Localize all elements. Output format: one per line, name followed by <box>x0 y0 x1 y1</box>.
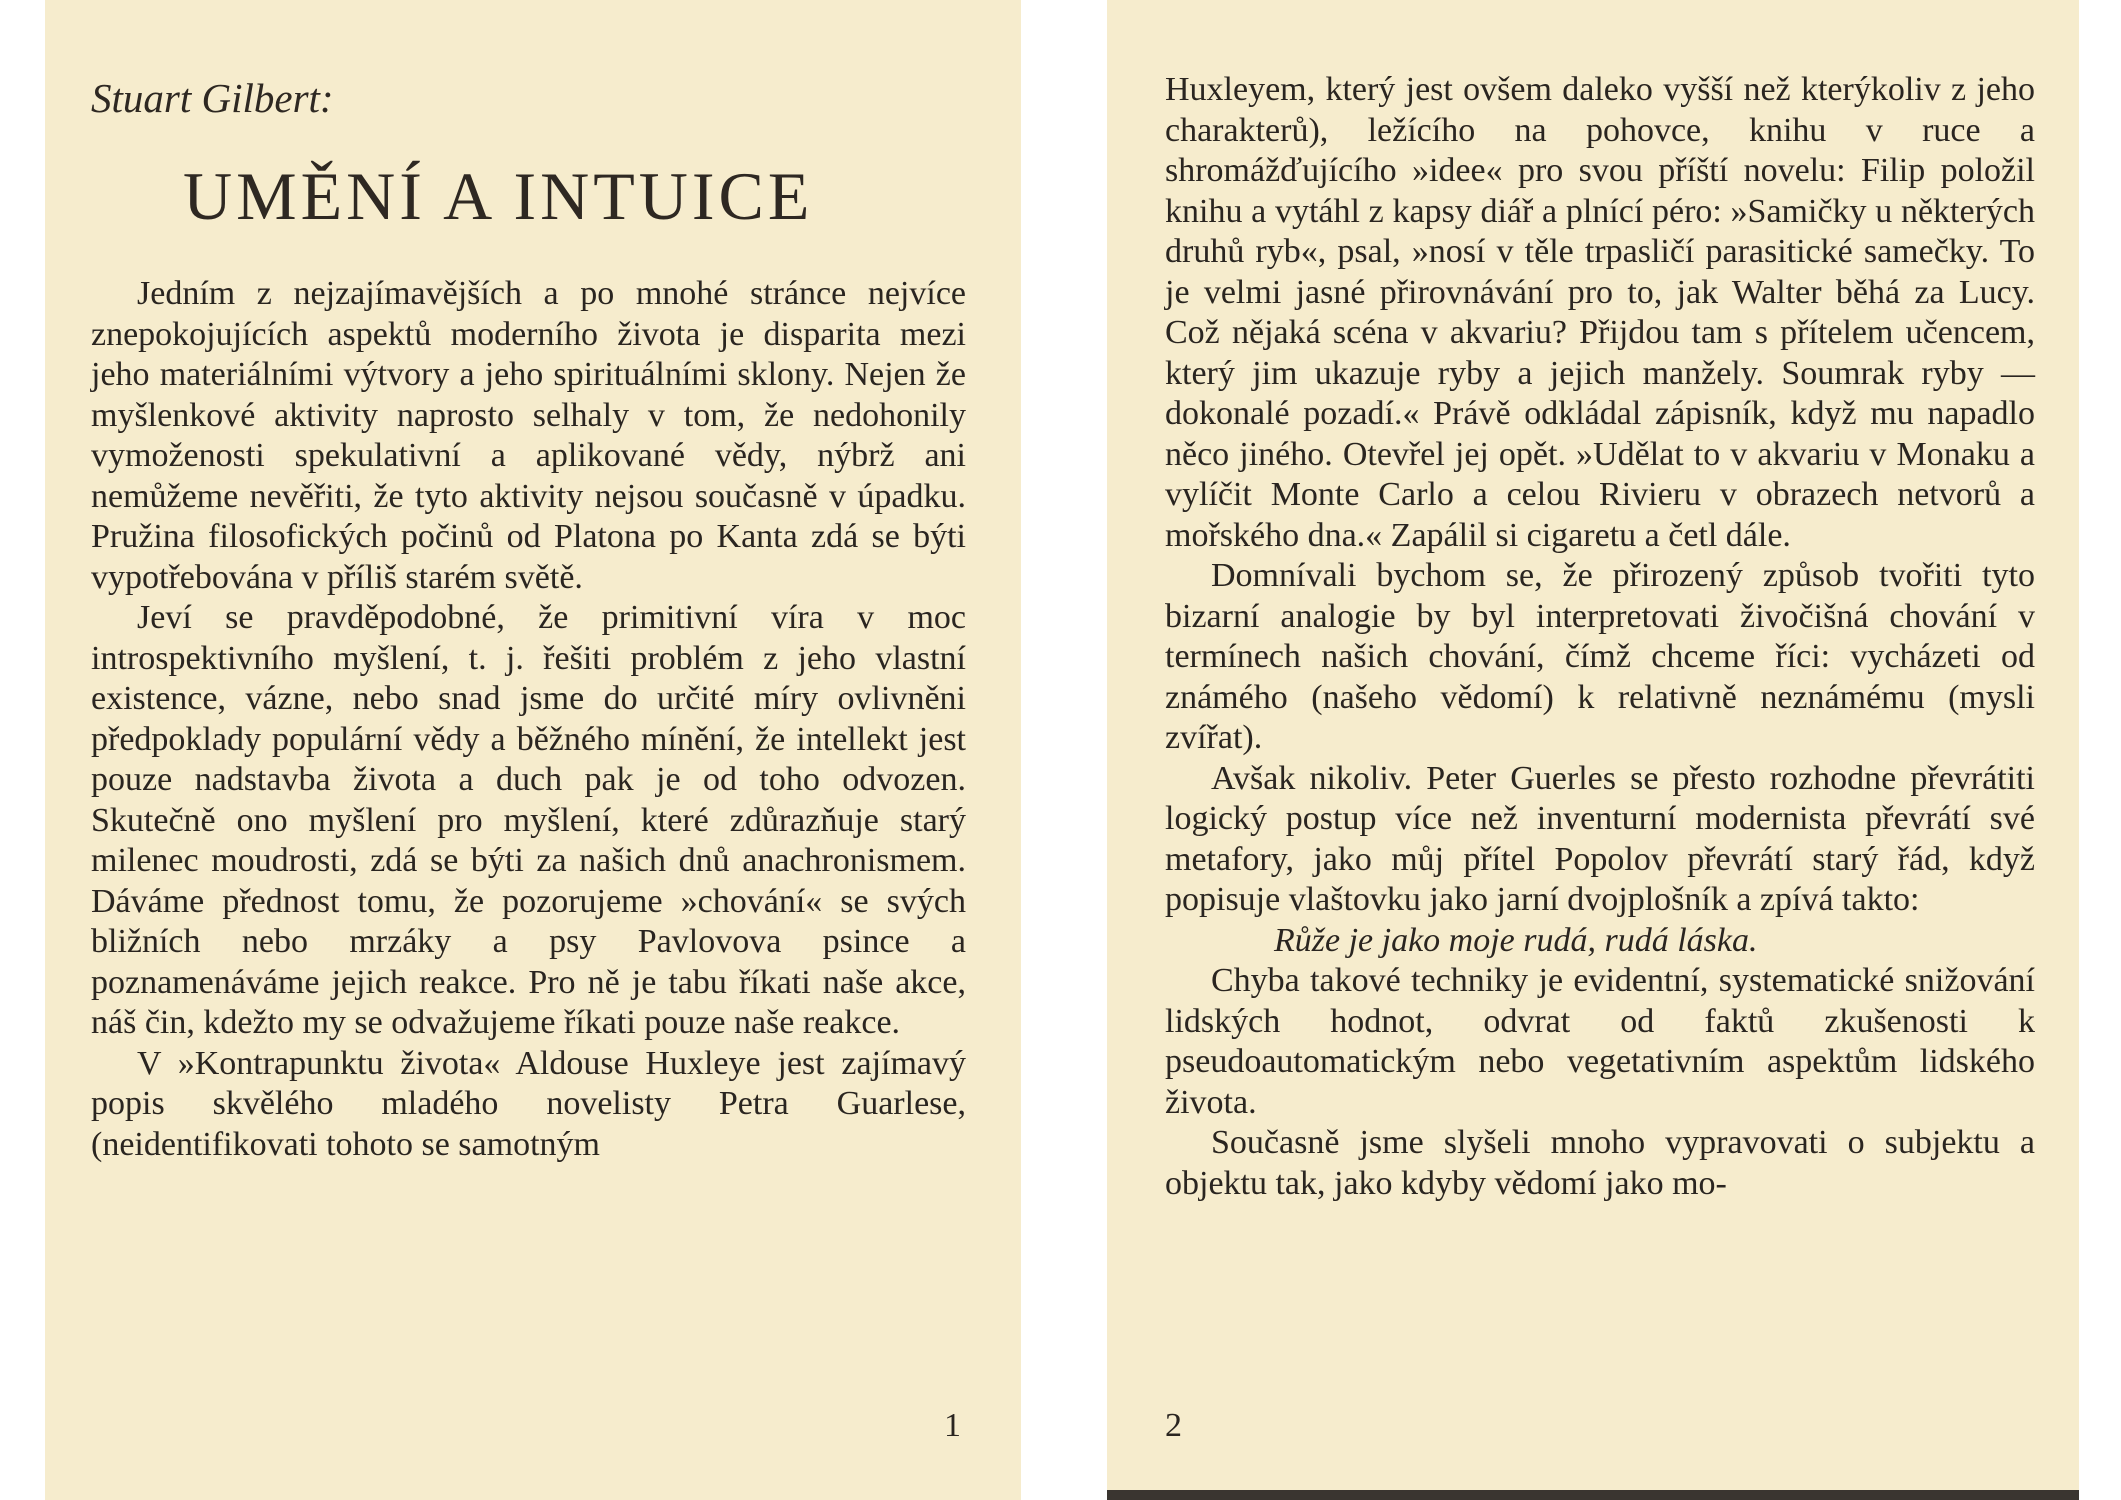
paragraph: Domnívali bychom se, že přirozený způsob tvořiti tyto bizarní analogie by byl interpretovati živočišná chování v termínech našich chování, čímž chceme říci: vycházeti od známého (našeho vědomí) k relativně neznámému (mysli zvířat). <box>1165 557 2035 756</box>
page-number: 2 <box>1165 1407 1182 1444</box>
right-page <box>1107 0 2079 1500</box>
article-title: UMĚNÍ A INTUICE <box>183 158 814 235</box>
page-number: 1 <box>944 1407 961 1444</box>
left-page-body <box>91 274 966 1165</box>
quoted-verse: Růže je jako moje rudá, rudá láska. <box>1274 921 1758 959</box>
paragraph: V »Kontrapunktu života« Aldouse Huxleye jest zajímavý popis skvělého mladého novelisty Petra Guarlese, (neidentifikovati tohoto se samotným <box>91 1044 966 1163</box>
paragraph: Huxleyem, který jest ovšem daleko vyšší než kterýkoliv z jeho charakterů), ležícího na pohovce, knihu v ruce a shromážďujícího »idee« pro svou příští novelu: Filip položil knihu a vytáhl z kapsy diář a plnící péro: »Samičky u některých druhů ryb«, psal, »nosí v těle trpasličí parasitické samečky. To je velmi jasné přirovnávání pro to, jak Walter běhá za Lucy. Což nějaká scéna v akvariu? Přijdou tam s přítelem učencem, který jim ukazuje ryby a jejich manžely. Soumrak ryby — dokonalé pozadí.« Právě odkládal zápisník, když mu napadlo něco jiného. Otevřel jej opět. »Udělat to v akvariu v Monaku a vylíčit Monte Carlo a celou Rivieru v obrazech netvorů a mořského dna.« Zapálil si cigaretu a četl dále. <box>1165 71 2035 554</box>
right-page-body <box>1165 70 2035 1204</box>
paragraph: Chyba takové techniky je evidentní, systematické snižování lidských hodnot, odvrat od faktů zkušenosti k pseudoautomatickým nebo vegetativním aspektům lidského života. <box>1165 962 2035 1121</box>
paragraph: Avšak nikoliv. Peter Guerles se přesto rozhodne převrátiti logický postup více než inventurní modernista převrátí své metafory, jako můj přítel Popolov převrátí starý řád, když popisuje vlaštovku jako jarní dvojplošník a zpívá takto: <box>1165 759 2035 918</box>
paragraph: Jeví se pravděpodobné, že primitivní víra v moc introspektivního myšlení, t. j. řešiti problém z jeho vlastní existence, vázne, nebo snad jsme do určité míry ovlivněni předpoklady populární vědy a běžného mínění, že intellekt jest pouze nadstavba života a duch pak je od toho odvozen. Skutečně ono myšlení pro myšlení, které zdůrazňuje starý milenec moudrosti, zdá se býti za našich dnů anachronismem. Dáváme přednost tomu, že pozorujeme »chování« se svých bližních nebo mrzáky a psy Pavlovova psince a poznamenáváme jejich reakce. Pro ně je tabu říkati naše akce, náš čin, kdežto my se odvažujeme říkati pouze naše reakce. <box>91 599 966 1042</box>
paragraph: Současně jsme slyšeli mnoho vypravovati o subjektu a objektu tak, jako kdyby vědomí jako mo- <box>1165 1124 2035 1202</box>
author-name: Stuart Gilbert: <box>91 75 334 121</box>
left-page <box>45 0 1021 1500</box>
paragraph: Jedním z nejzajímavějších a po mnohé stránce nejvíce znepokojujících aspektů moderního života je disparita mezi jeho materiálními výtvory a jeho spirituálními sklony. Nejen že myšlenkové aktivity naprosto selhaly v tom, že nedohonily vymoženosti spekulativní a aplikované vědy, nýbrž ani nemůžeme nevěřiti, že tyto aktivity nejsou současně v úpadku. Pružina filosofických počinů od Platona po Kanta zdá se býti vypotřebována v příliš starém světě. <box>91 275 966 596</box>
